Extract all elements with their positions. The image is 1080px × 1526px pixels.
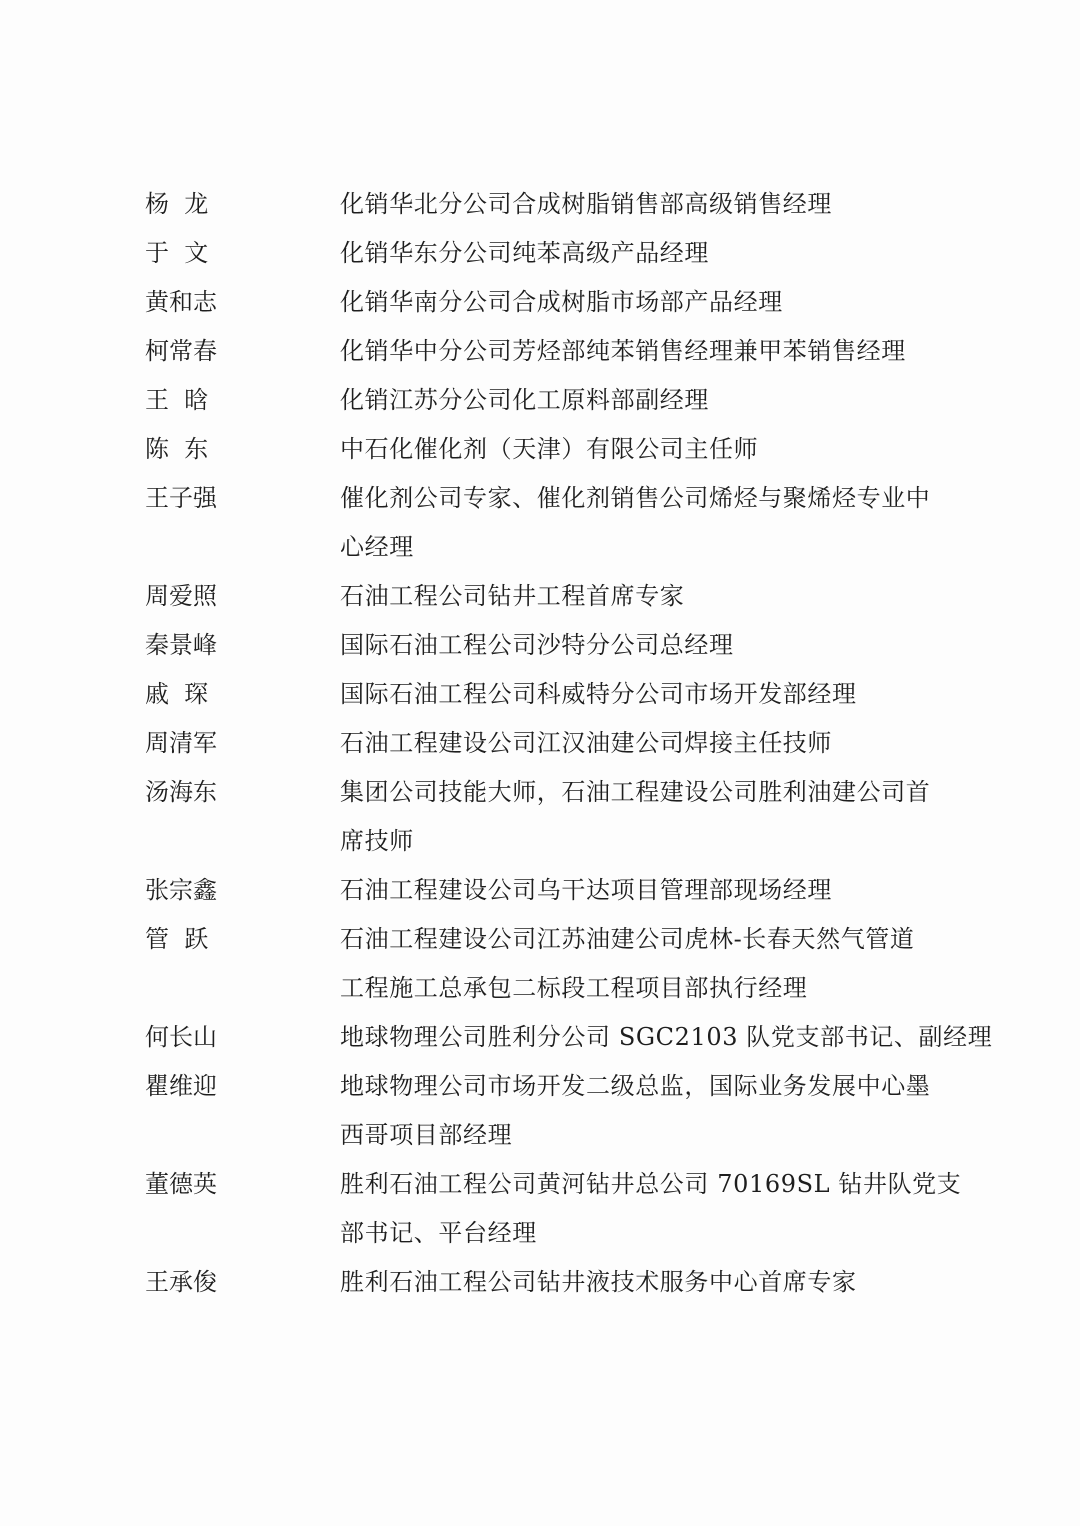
person-position bbox=[340, 180, 965, 229]
list-item bbox=[145, 621, 965, 670]
person-name: 周爱照 bbox=[145, 582, 217, 610]
list-item bbox=[145, 1160, 965, 1258]
list-item bbox=[145, 572, 965, 621]
position-line: 西哥项目部经理 bbox=[340, 1121, 513, 1149]
person-position bbox=[340, 915, 965, 1013]
position-line: 部书记、平台经理 bbox=[340, 1219, 537, 1247]
person-position bbox=[340, 621, 965, 670]
position-line: 中石化催化剂（天津）有限公司主任师 bbox=[340, 435, 759, 463]
person-name: 王 晗 bbox=[145, 386, 209, 414]
person-name: 王子强 bbox=[145, 484, 217, 512]
person-position bbox=[340, 229, 965, 278]
position-line: 席技师 bbox=[340, 827, 414, 855]
position-line: 石油工程公司钻井工程首席专家 bbox=[340, 582, 685, 610]
person-name: 于 文 bbox=[145, 239, 209, 267]
person-name: 张宗鑫 bbox=[145, 876, 217, 904]
person-name: 瞿维迎 bbox=[145, 1072, 217, 1100]
position-line: 化销华东分公司纯苯高级产品经理 bbox=[340, 239, 709, 267]
list-item bbox=[145, 425, 965, 474]
person-name: 董德英 bbox=[145, 1170, 217, 1198]
list-item bbox=[145, 376, 965, 425]
person-name: 秦景峰 bbox=[145, 631, 217, 659]
position-line: 化销江苏分公司化工原料部副经理 bbox=[340, 386, 709, 414]
person-position bbox=[340, 376, 965, 425]
position-line: 地球物理公司胜利分公司 SGC2103 队党支部书记、副经理 bbox=[340, 1023, 993, 1051]
position-line: 石油工程建设公司江汉油建公司焊接主任技师 bbox=[340, 729, 832, 757]
personnel-list bbox=[145, 180, 993, 1307]
position-line: 化销华中分公司芳烃部纯苯销售经理兼甲苯销售经理 bbox=[340, 337, 906, 365]
list-item bbox=[145, 1013, 993, 1062]
list-item bbox=[145, 1062, 965, 1160]
person-name: 黄和志 bbox=[145, 288, 217, 316]
list-item bbox=[145, 768, 965, 866]
person-name: 柯常春 bbox=[145, 337, 217, 365]
person-position bbox=[340, 1062, 965, 1160]
position-line: 国际石油工程公司科威特分公司市场开发部经理 bbox=[340, 680, 857, 708]
person-position bbox=[340, 719, 965, 768]
position-line: 工程施工总承包二标段工程项目部执行经理 bbox=[340, 974, 808, 1002]
person-name: 汤海东 bbox=[145, 778, 217, 806]
position-line: 催化剂公司专家、催化剂销售公司烯烃与聚烯烃专业中 bbox=[340, 484, 931, 512]
position-line: 化销华北分公司合成树脂销售部高级销售经理 bbox=[340, 190, 832, 218]
position-line: 国际石油工程公司沙特分公司总经理 bbox=[340, 631, 734, 659]
person-position bbox=[340, 670, 965, 719]
position-line: 地球物理公司市场开发二级总监，国际业务发展中心墨 bbox=[340, 1072, 931, 1100]
list-item bbox=[145, 915, 965, 1013]
list-item bbox=[145, 327, 965, 376]
person-position bbox=[340, 1013, 993, 1062]
person-position bbox=[340, 768, 965, 866]
person-position bbox=[340, 278, 965, 327]
position-line: 集团公司技能大师，石油工程建设公司胜利油建公司首 bbox=[340, 778, 931, 806]
person-name: 杨 龙 bbox=[145, 190, 209, 218]
list-item bbox=[145, 719, 965, 768]
list-item bbox=[145, 229, 965, 278]
person-name: 周清军 bbox=[145, 729, 217, 757]
list-item bbox=[145, 866, 965, 915]
person-name: 戚 琛 bbox=[145, 680, 209, 708]
person-position bbox=[340, 425, 965, 474]
list-item bbox=[145, 474, 965, 572]
person-position bbox=[340, 866, 965, 915]
person-position bbox=[340, 474, 965, 572]
list-item bbox=[145, 278, 965, 327]
list-item bbox=[145, 180, 965, 229]
person-name: 何长山 bbox=[145, 1023, 217, 1051]
position-line: 化销华南分公司合成树脂市场部产品经理 bbox=[340, 288, 783, 316]
position-line: 石油工程建设公司乌干达项目管理部现场经理 bbox=[340, 876, 832, 904]
position-line: 胜利石油工程公司黄河钻井总公司 70169SL 钻井队党支 bbox=[340, 1170, 962, 1198]
person-position bbox=[340, 327, 965, 376]
list-item bbox=[145, 670, 965, 719]
person-position bbox=[340, 1160, 965, 1258]
person-name: 王承俊 bbox=[145, 1268, 217, 1296]
position-line: 石油工程建设公司江苏油建公司虎林-长春天然气管道 bbox=[340, 925, 915, 953]
position-line: 心经理 bbox=[340, 533, 414, 561]
person-name: 陈 东 bbox=[145, 435, 209, 463]
list-item bbox=[145, 1258, 965, 1307]
person-position bbox=[340, 1258, 965, 1307]
position-line: 胜利石油工程公司钻井液技术服务中心首席专家 bbox=[340, 1268, 857, 1296]
person-name: 管 跃 bbox=[145, 925, 209, 953]
person-position bbox=[340, 572, 965, 621]
